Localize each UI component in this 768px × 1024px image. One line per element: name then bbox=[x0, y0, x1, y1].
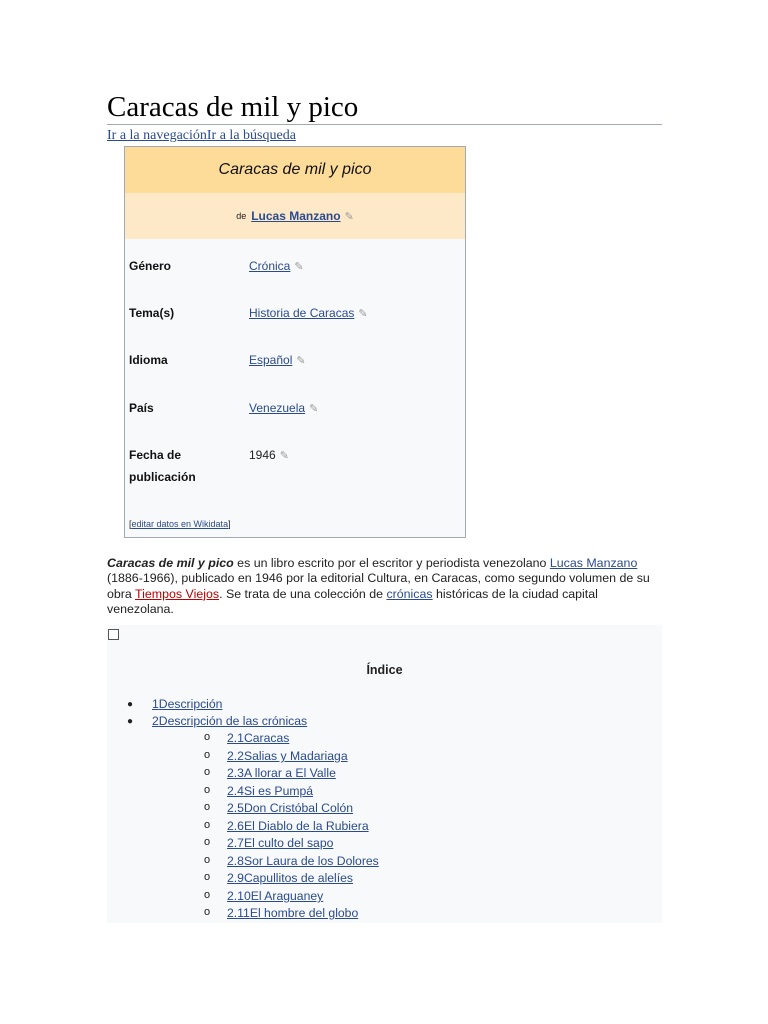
circle-bullet-icon: o bbox=[204, 819, 211, 831]
toc-subitem-number: 2.4 bbox=[227, 784, 244, 798]
country-link[interactable]: Venezuela bbox=[249, 401, 306, 415]
toc-item[interactable] bbox=[152, 696, 222, 713]
toc-subitem[interactable] bbox=[227, 818, 369, 835]
toc-subitem-label: El Araguaney bbox=[250, 889, 324, 903]
toc-subitem-label: El hombre del globo bbox=[249, 906, 359, 920]
toc-item[interactable] bbox=[152, 713, 307, 730]
toc-subitem-label: Caracas bbox=[243, 731, 290, 745]
pencil-icon[interactable]: ✎ bbox=[294, 261, 304, 273]
infobox-value bbox=[249, 444, 289, 467]
author-prefix: de bbox=[236, 211, 247, 221]
toc-subitem-number: 2.6 bbox=[227, 819, 244, 833]
toc-subitem-number: 2.1 bbox=[227, 731, 244, 745]
intro-text: . Se trata de una colección de bbox=[219, 586, 387, 601]
toc-item-number: 2 bbox=[152, 714, 159, 728]
toc-subitem-number: 2.3 bbox=[227, 766, 244, 780]
circle-bullet-icon: o bbox=[204, 906, 211, 918]
toc-subitem-label: El culto del sapo bbox=[243, 836, 334, 850]
intro-text: históricas de la ciudad capital venezolana. bbox=[107, 586, 598, 617]
author-inline-link[interactable]: Lucas Manzano bbox=[549, 556, 638, 570]
bracket-close: ] bbox=[228, 519, 231, 529]
toc-subitem-label: A llorar a El Valle bbox=[243, 766, 336, 780]
toc-subitem[interactable] bbox=[227, 730, 289, 747]
circle-bullet-icon: o bbox=[204, 749, 211, 761]
toc-subitem[interactable] bbox=[227, 783, 313, 800]
infobox-label: País bbox=[129, 401, 154, 415]
intro-paragraph bbox=[107, 556, 663, 618]
infobox-title: Caracas de mil y pico bbox=[125, 147, 465, 193]
toc-subitem[interactable] bbox=[227, 905, 358, 922]
infobox-value bbox=[249, 255, 304, 278]
bullet-icon: ● bbox=[127, 699, 134, 710]
circle-bullet-icon: o bbox=[204, 731, 211, 743]
infobox-value bbox=[249, 349, 306, 372]
toc-subitem[interactable] bbox=[227, 765, 336, 782]
circle-bullet-icon: o bbox=[204, 854, 211, 866]
toc-subitem-label: Capullitos de alelíes bbox=[243, 871, 354, 885]
edit-wikidata-link[interactable]: editar datos en Wikidata bbox=[131, 519, 229, 529]
bullet-icon: ● bbox=[127, 716, 134, 727]
toc-toggle-checkbox[interactable] bbox=[108, 629, 119, 640]
cronicas-link[interactable]: crónicas bbox=[386, 586, 433, 601]
jump-to-search-link[interactable]: Ir a la búsqueda bbox=[206, 128, 296, 143]
infobox bbox=[124, 146, 466, 538]
toc-item-label: Descripción bbox=[158, 697, 223, 711]
theme-link[interactable]: Historia de Caracas bbox=[249, 306, 355, 320]
infobox-label: Idioma bbox=[129, 353, 168, 367]
toc-item-label: Descripción de las crónicas bbox=[158, 714, 308, 728]
intro-text: es un libro escrito por el escritor y periodista venezolano bbox=[233, 556, 550, 570]
toc-item-number: 1 bbox=[152, 697, 159, 711]
infobox-value bbox=[249, 397, 318, 420]
toc-subitem-label: Don Cristóbal Colón bbox=[243, 801, 354, 815]
circle-bullet-icon: o bbox=[204, 836, 211, 848]
toc-subitem-number: 2.10 bbox=[227, 889, 251, 903]
circle-bullet-icon: o bbox=[204, 784, 211, 796]
toc-subitem-label: Sor Laura de los Dolores bbox=[243, 854, 379, 868]
toc-title: Índice bbox=[366, 663, 403, 677]
toc-subitem[interactable] bbox=[227, 888, 323, 905]
jump-to-navigation-link[interactable]: Ir a la navegación bbox=[107, 128, 207, 143]
toc-subitem[interactable] bbox=[227, 748, 348, 765]
infobox-author-row bbox=[125, 193, 465, 239]
toc-subitem[interactable] bbox=[227, 853, 379, 870]
toc-subitem-number: 2.2 bbox=[227, 749, 244, 763]
infobox-label-line2: publicación bbox=[129, 470, 196, 484]
intro-bold-title: Caracas de mil y pico bbox=[107, 556, 234, 570]
genre-link[interactable]: Crónica bbox=[249, 259, 291, 273]
infobox-label: Tema(s) bbox=[129, 306, 175, 320]
page-title: Caracas de mil y pico bbox=[107, 91, 359, 123]
toc-subitem-label: Si es Pumpá bbox=[243, 784, 314, 798]
jump-links bbox=[107, 128, 296, 144]
pencil-icon[interactable]: ✎ bbox=[296, 355, 306, 367]
circle-bullet-icon: o bbox=[204, 871, 211, 883]
table-of-contents bbox=[107, 625, 662, 923]
pencil-icon[interactable]: ✎ bbox=[344, 210, 354, 223]
tiempos-viejos-redlink[interactable]: Tiempos Viejos bbox=[135, 586, 220, 601]
toc-subitem-number: 2.9 bbox=[227, 871, 244, 885]
toc-subitem-label: El Diablo de la Rubiera bbox=[243, 819, 369, 833]
toc-subitem[interactable] bbox=[227, 835, 333, 852]
toc-subitem-number: 2.8 bbox=[227, 854, 244, 868]
infobox-label: Género bbox=[129, 259, 172, 273]
publication-year: 1946 bbox=[249, 448, 276, 462]
author-link[interactable]: Lucas Manzano bbox=[251, 209, 341, 223]
circle-bullet-icon: o bbox=[204, 889, 211, 901]
toc-subitem-number: 2.7 bbox=[227, 836, 244, 850]
intro-text: (1886-1966), publicado en 1946 por la editorial Cultura, en Caracas, como segundo volumen de su obra bbox=[107, 571, 650, 601]
circle-bullet-icon: o bbox=[204, 801, 211, 813]
wikidata-edit bbox=[129, 519, 231, 529]
bracket-open: [ bbox=[129, 519, 132, 529]
toc-subitem[interactable] bbox=[227, 870, 353, 887]
infobox-label-line1: Fecha de bbox=[129, 448, 182, 462]
toc-subitem-number: 2.5 bbox=[227, 801, 244, 815]
toc-subitem-label: Salias y Madariaga bbox=[243, 749, 348, 763]
pencil-icon[interactable]: ✎ bbox=[358, 308, 368, 320]
toc-subitem[interactable] bbox=[227, 800, 353, 817]
language-link[interactable]: Español bbox=[249, 353, 293, 367]
pencil-icon[interactable]: ✎ bbox=[279, 450, 289, 462]
infobox-label bbox=[129, 444, 196, 488]
pencil-icon[interactable]: ✎ bbox=[309, 403, 319, 415]
infobox-value bbox=[249, 302, 368, 325]
circle-bullet-icon: o bbox=[204, 766, 211, 778]
title-divider bbox=[107, 124, 662, 125]
toc-subitem-number: 2.11 bbox=[227, 906, 250, 920]
